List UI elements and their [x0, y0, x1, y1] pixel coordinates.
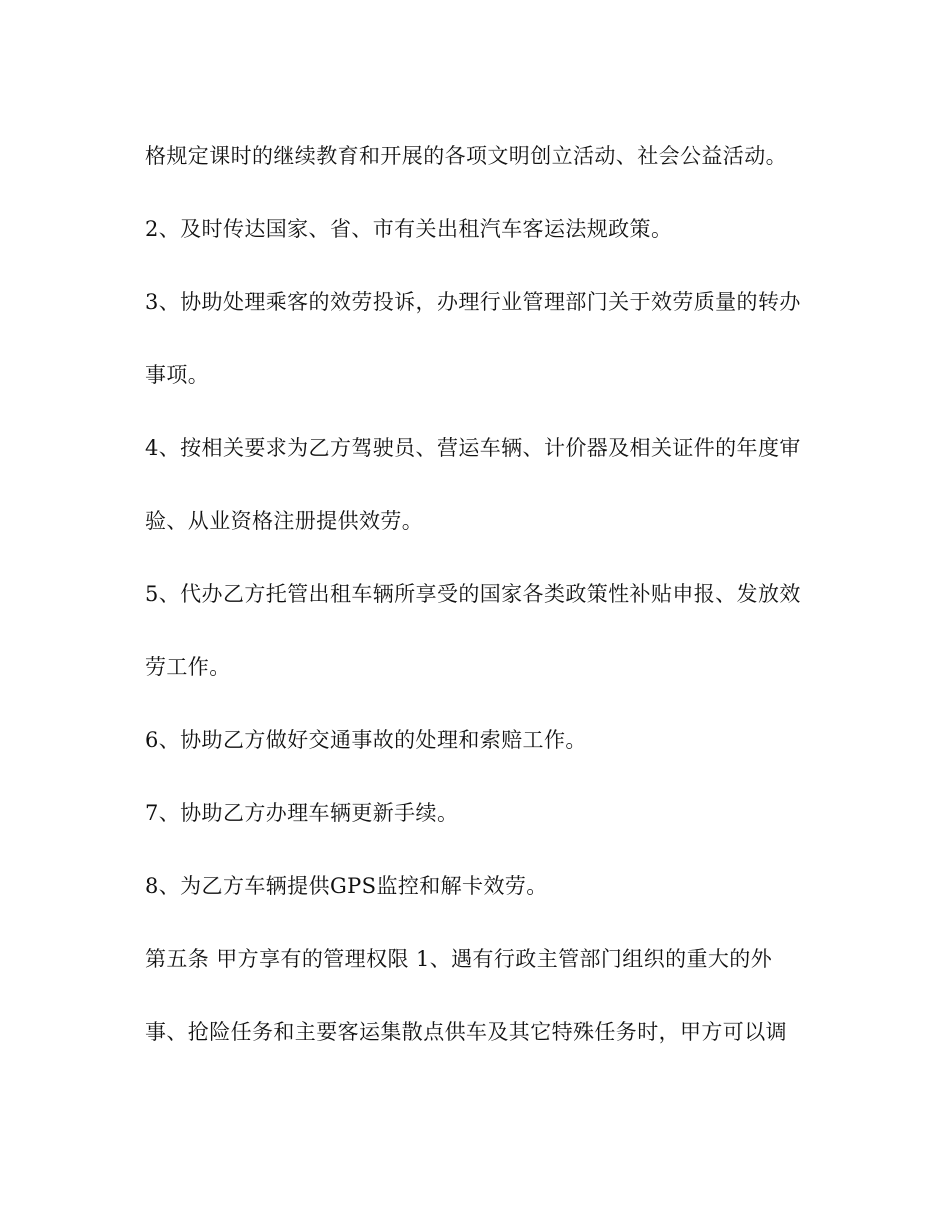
text-line: 劳工作。 [145, 655, 231, 679]
text-line: 3、协助处理乘客的效劳投诉，办理行业管理部门关于效劳质量的转办 [145, 290, 801, 314]
text-line: 2、及时传达国家、省、市有关出租汽车客运法规政策。 [145, 217, 673, 241]
text-line: 8、为乙方车辆提供GPS监控和解卡效劳。 [145, 874, 548, 898]
text-line: 格规定课时的继续教育和开展的各项文明创立活动、社会公益活动。 [145, 144, 787, 168]
text-line: 5、代办乙方托管出租车辆所享受的国家各类政策性补贴申报、发放效 [145, 582, 801, 606]
text-line: 6、协助乙方做好交通事故的处理和索赔工作。 [145, 728, 587, 752]
text-line: 第五条 甲方享有的管理权限 1、遇有行政主管部门组织的重大的外 [145, 947, 773, 971]
text-line: 4、按相关要求为乙方驾驶员、营运车辆、计价器及相关证件的年度审 [145, 436, 801, 460]
text-line: 验、从业资格注册提供效劳。 [145, 509, 424, 533]
text-line: 事、抢险任务和主要客运集散点供车及其它特殊任务时，甲方可以调 [145, 1020, 787, 1044]
text-line: 7、协助乙方办理车辆更新手续。 [145, 801, 459, 825]
text-line: 事项。 [145, 363, 210, 387]
